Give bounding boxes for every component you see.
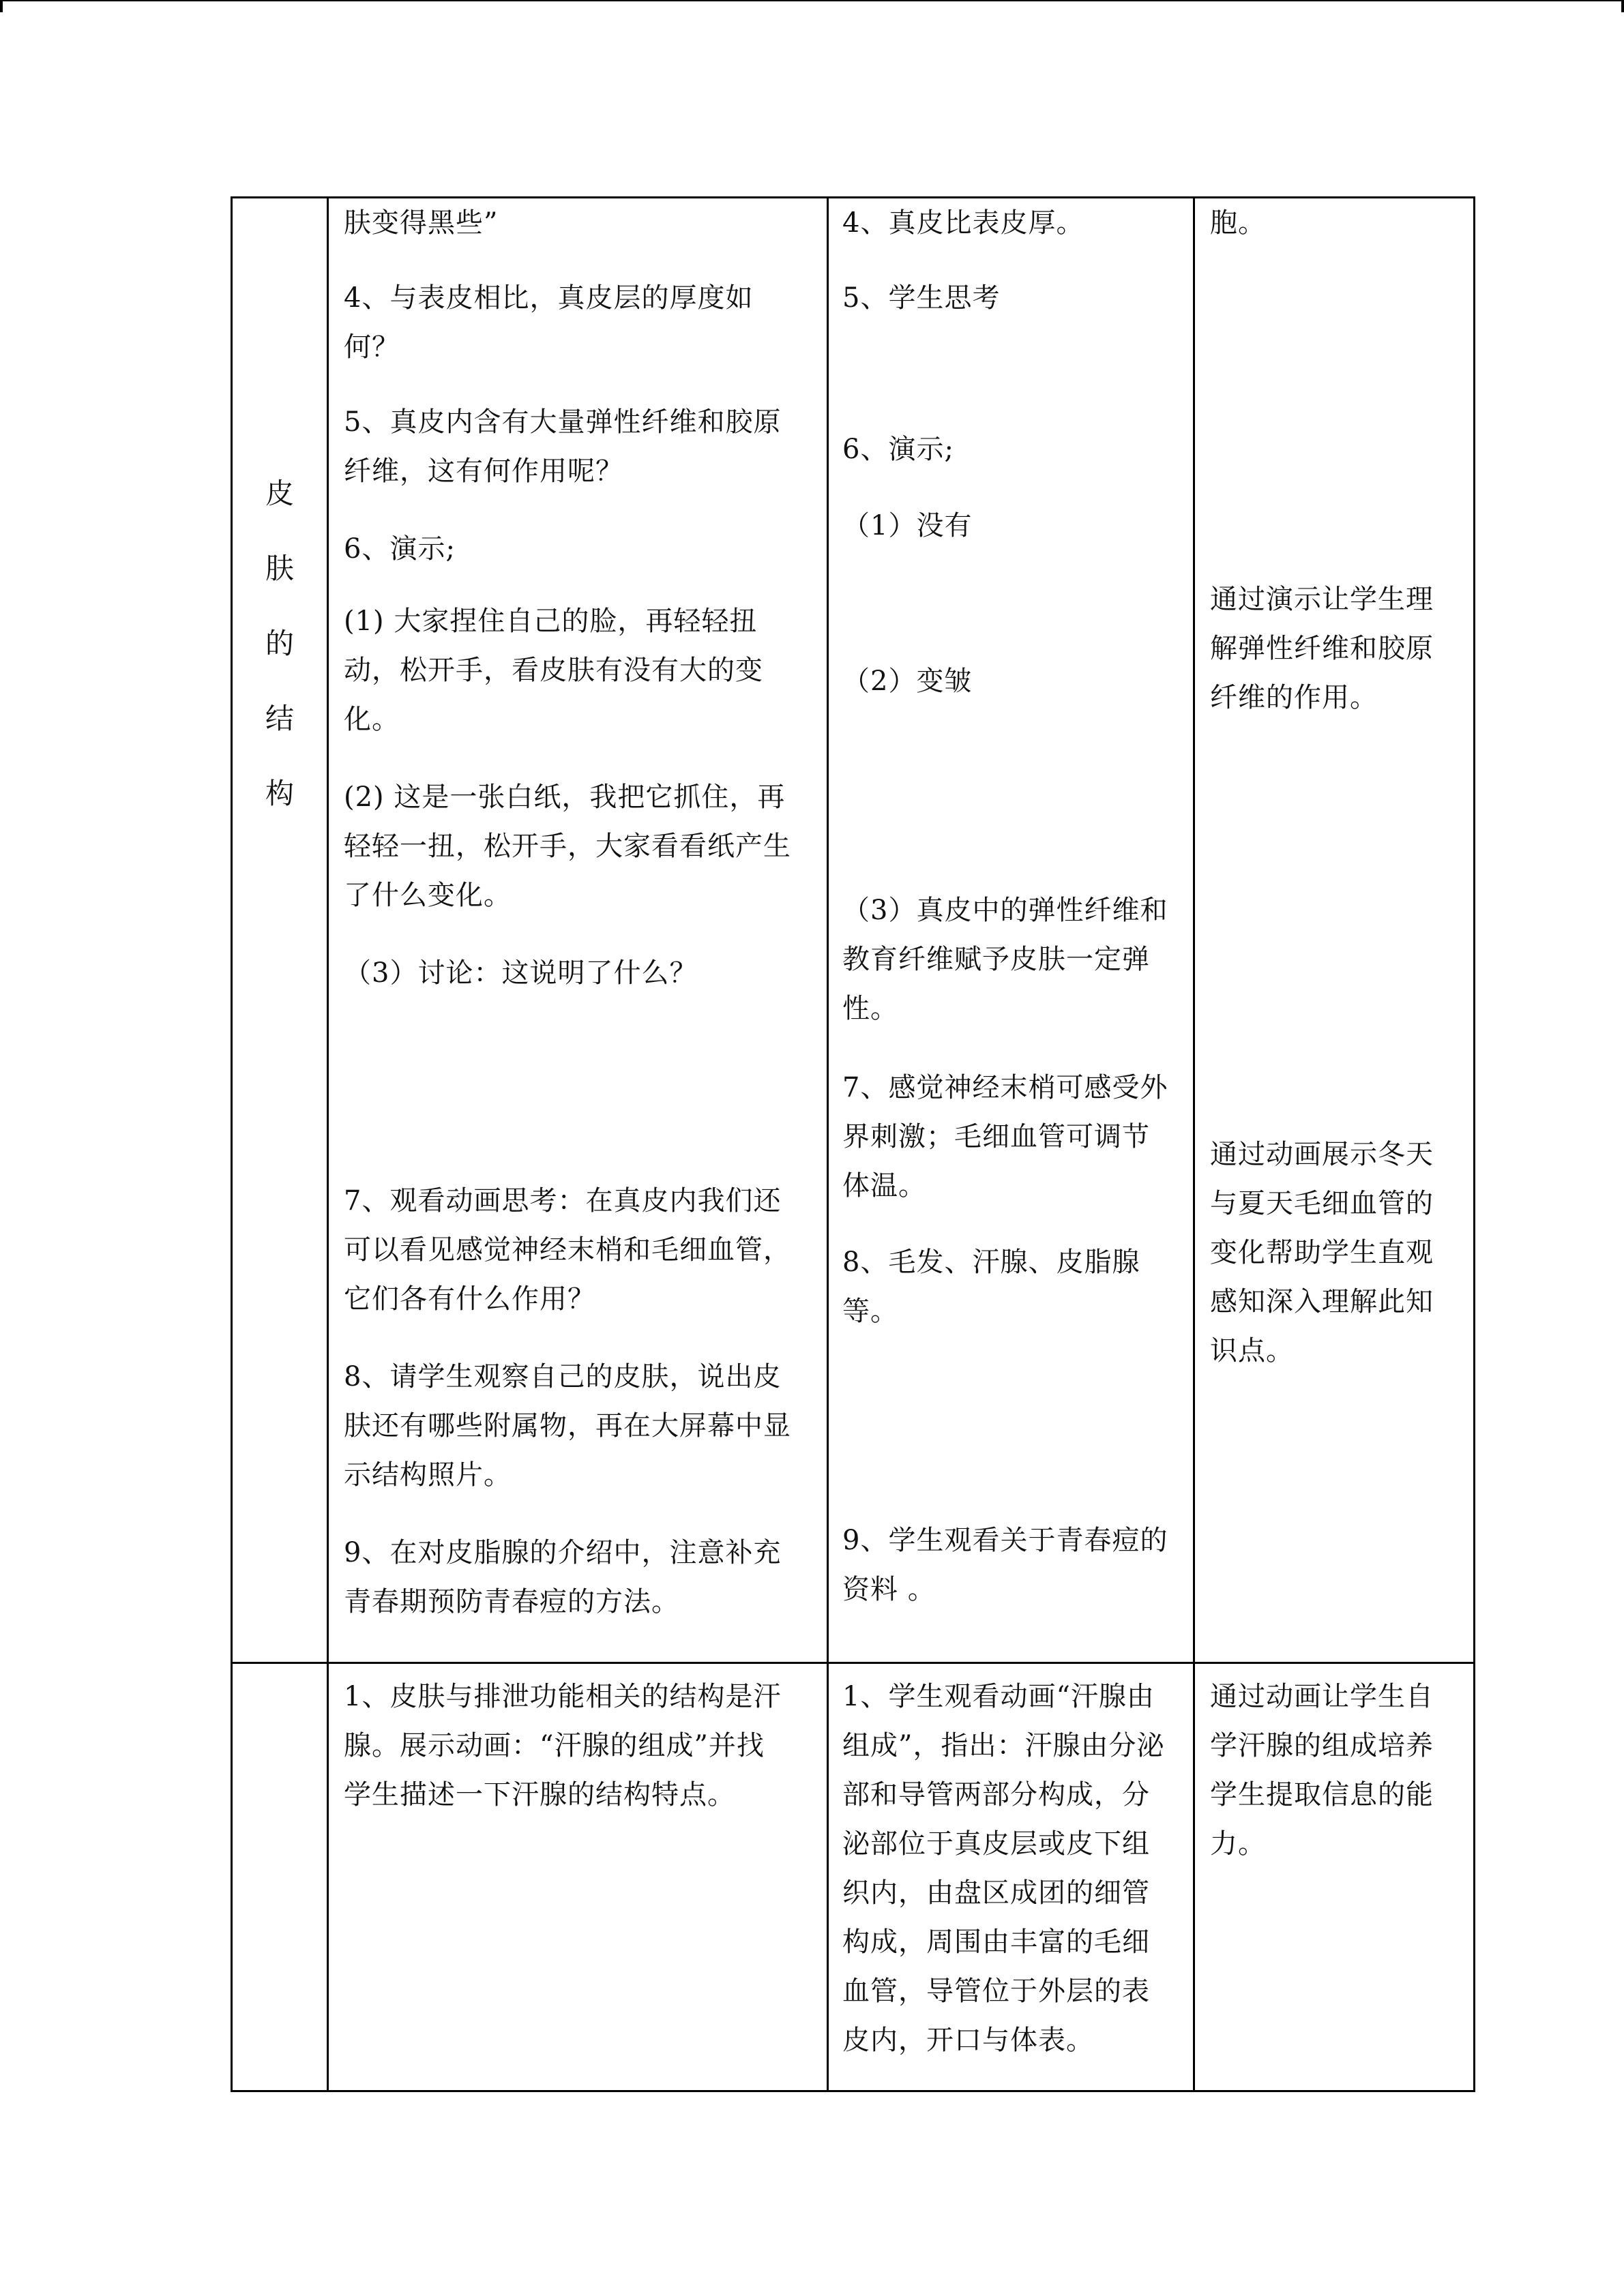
student-text: 1、学生观看动画“汗腺由 组成”，指出：汗腺由分泌 部和导管两部分构成，分 泌部位于真皮层或皮下组 织内，由盘区成团的细管 构成，周围由丰富的毛细 血管，导管位于外层的表 皮内，开口与体表。: [842, 1681, 1165, 2056]
teacher-text: 肤变得黑些”: [344, 207, 499, 239]
intent-text: 通过动画展示冬天 与夏天毛细血管的 变化帮助学生直观 感知深入理解此知 识点。: [1210, 1139, 1434, 1367]
student-text: 5、学生思考: [842, 282, 1001, 314]
design-intent-cell: [1194, 1663, 1475, 2091]
teacher-text: (1) 大家捏住自己的脸，再轻轻扭 动，松开手，看皮肤有没有大的变 化。: [344, 606, 763, 735]
lesson-plan-table: [231, 196, 1475, 2092]
teacher-text: 7、观看动画思考：在真皮内我们还 可以看见感觉神经末梢和毛细血管， 它们各有什么作用？: [344, 1185, 791, 1315]
table-row: [232, 198, 1475, 1663]
student-text: 9、学生观看关于青春痘的 资料 。: [842, 1525, 1168, 1605]
intent-text: 通过演示让学生理 解弹性纤维和胶原 纤维的作用。: [1210, 584, 1434, 713]
student-text: （1）没有: [842, 510, 973, 541]
topic-cell: [232, 198, 328, 1663]
student-text: 6、演示;: [842, 434, 954, 465]
student-activity-cell: [828, 1663, 1194, 2091]
table-row: [232, 1663, 1475, 2091]
teacher-text: 4、与表皮相比，真皮层的厚度如 何？: [344, 282, 754, 363]
topic-cell-empty: [232, 1663, 328, 2091]
teacher-activity-cell: [328, 1663, 828, 2091]
teacher-text: 1、皮肤与排泄功能相关的结构是汗 腺。展示动画：“汗腺的组成”并找 学生描述一下汗腺的结构特点。: [344, 1681, 782, 1810]
student-text: 7、感觉神经末梢可感受外 界刺激；毛细血管可调节 体温。: [842, 1072, 1168, 1202]
intent-text: 胞。: [1210, 207, 1266, 239]
student-text: 8、毛发、汗腺、皮脂腺 等。: [842, 1247, 1140, 1327]
teacher-text: 5、真皮内含有大量弹性纤维和胶原 纤维，这有何作用呢？: [344, 406, 782, 487]
teacher-text: （3）讨论：这说明了什么？: [344, 957, 698, 989]
topic-label: 皮 肤 的 结 构: [265, 477, 294, 810]
student-text: （2）变皱: [842, 666, 973, 697]
page-corner-mark-right: [1621, 0, 1624, 12]
student-text: （3）真皮中的弹性纤维和 教育纤维赋予皮肤一定弹 性。: [842, 895, 1168, 1024]
teacher-text: (2) 这是一张白纸，我把它抓住，再 轻轻一扭，松开手，大家看看纸产生 了什么变化。: [344, 781, 791, 911]
teacher-text: 8、请学生观察自己的皮肤，说出皮 肤还有哪些附属物，再在大屏幕中显 示结构照片。: [344, 1361, 791, 1491]
student-text: 4、真皮比表皮厚。: [842, 207, 1084, 239]
page-corner-mark-left: [0, 0, 3, 12]
intent-text: 通过动画让学生自 学汗腺的组成培养 学生提取信息的能 力。: [1210, 1681, 1434, 1860]
teacher-activity-cell: [328, 198, 828, 1663]
student-activity-cell: [828, 198, 1194, 1663]
teacher-text: 6、演示;: [344, 533, 456, 565]
design-intent-cell: [1194, 198, 1475, 1663]
page-top-border: [0, 0, 1624, 1]
teacher-text: 9、在对皮脂腺的介绍中，注意补充 青春期预防青春痘的方法。: [344, 1537, 782, 1617]
